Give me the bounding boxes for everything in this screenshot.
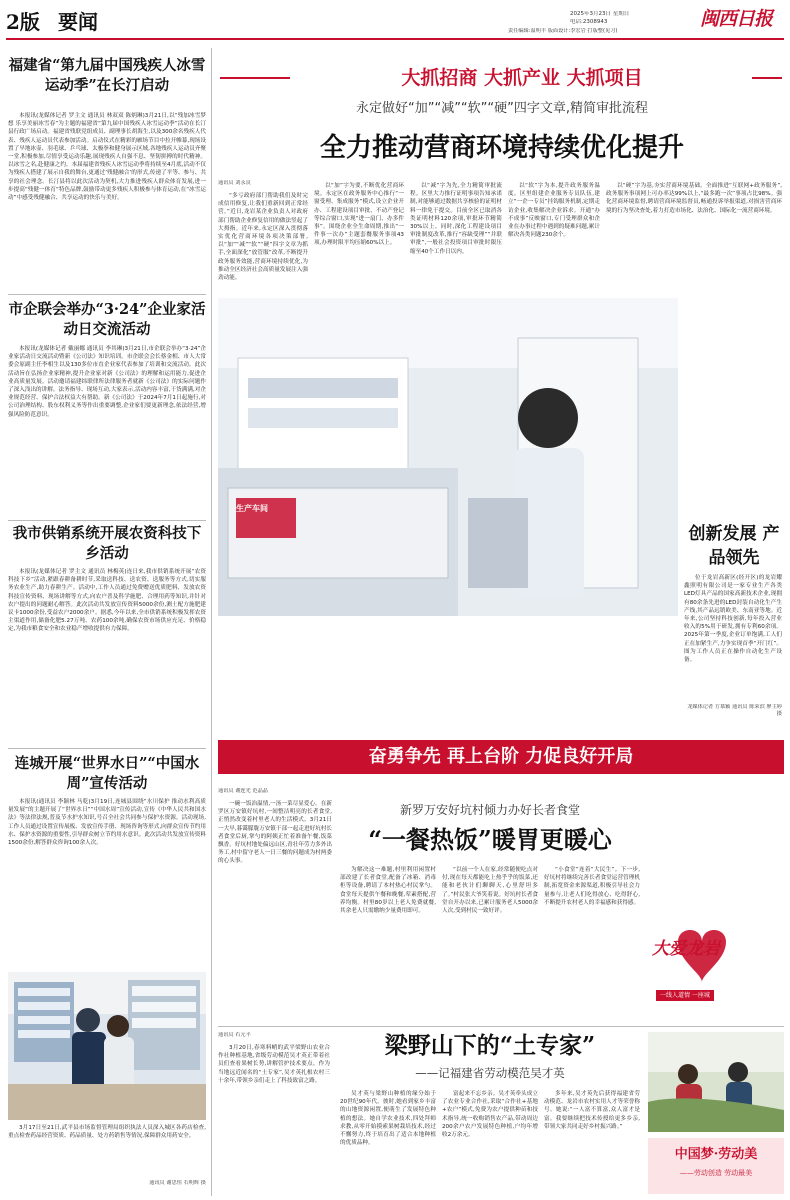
top-body-col4: 以“软”字为本,提升政务服务温度。区里组建企业服务专员队伍,建立“一企一专员”挂钩服务机制,定期走访企业,收集解决企业诉求。开通“办不成事”反映窗口,专门受理群众和企业在办事过程中遇到的疑难问题,累计解决各类问题230余个。 <box>508 183 600 239</box>
factory-photo-label: 生产车间 <box>236 504 268 513</box>
feature-credit: 龙媒体记者 方慕颖 通讯员 陈荣滨 廖主婷 摄 <box>687 704 782 717</box>
top-body-col1: “多亏政府部门帮助我们及时完成信用修复,让我们重新回到正常经营。”近日,龙岩某企业负责人对政府部门帮助企业修复信用的做法竖起了大拇指。近年来,永定区深入贯彻落实优化营商环境各项决策部署,以“加”“减”“软”“硬”四字文章为抓手,全面深化“放管服”改革,不断提升政务服务效能,营商环境持续优化,为推动全区经济社会高质量发展注入强劲动能。 <box>218 193 308 282</box>
top-banner-text: 大抓招商 大抓产业 大抓项目 <box>401 67 643 89</box>
a4-title-text: 连城开展“世界水日”“中国水周”宣传活动 <box>14 755 200 792</box>
a1-title-text: 福建省“第九届中国残疾人冰雪运动季”在长汀启动 <box>8 57 206 94</box>
top-banner-rule-right <box>752 77 782 79</box>
header-rule <box>6 38 784 40</box>
top-title: 全力推动营商环境持续优化提升 <box>319 133 684 163</box>
mid-body-col2: 为解决这一难题,村里利用闲置村部改建了长者食堂,配备了冰箱、消毒柜等设备,聘请了本村热心村民掌勺。食堂每天提供午餐和晚餐,荤素搭配,营养均衡。村里80岁以上老人免费就餐,其余老人只需缴纳少量费用即可。 <box>340 867 436 915</box>
pharmacy-photo-illustration <box>8 972 206 1120</box>
bottom-title: 梁野山下的“土专家” <box>384 1032 596 1059</box>
top-banner <box>298 62 746 94</box>
section-name: 要闻 <box>58 10 98 34</box>
bottom-body-col1: 3月20日,春寒料峭的武平梁野山农业合作社种植基地,省级劳动模范吴才英正带着社员们查看果树长势,讲解管护技术要点。作为当地远近闻名的“土专家”,吴才英扎根农村三十余年,带领乡亲们走上了科技致富之路。 <box>218 1045 330 1084</box>
dream-sub: ——劳动创造 劳动最美 <box>679 1169 753 1177</box>
a4-body: 本报讯(通讯员 李颖林 马乾)3月19日,连城县围绕“水川保护 推动水利高质量发展”的主题开展了“世界水日”“中国水周”宣传活动,宣传《中华人民共和国水法》等法律法规,普及节水护水知识,号召全社会共同参与保护水资源。活动现场,工作人员通过设置宣传展板、发放宣传手册、现场咨询等形式,向群众宣传节约用水、保护水资源的重要性,引导群众树立节约用水意识。此次活动共发放宣传资料1500余份,解答群众咨询100余人次。 <box>8 799 206 847</box>
masthead-logo: 闽西日报 <box>700 8 773 30</box>
feature-title <box>684 522 784 570</box>
mid-title: “一餐热饭”暖胃更暖心 <box>368 825 612 854</box>
top-body-col5: 以“硬”字为基,夯实营商环境基础。全面推进“互联网+政务服务”,政务服务事项网上可办率达99%以上,“最多跑一次”事项占比98%。强化营商环境监督,聘请营商环境监督员,畅通投诉举报渠道,对损害营商环境的行为坚决查处,着力打造市场化、法治化、国际化一流营商环境。 <box>606 183 782 214</box>
phone: 电话:2308943 <box>570 19 608 25</box>
a3-title <box>8 524 206 564</box>
bottom-body-col2: 吴才英与梁野山种植的缘分始于20世纪90年代。彼时,她看到家乡丰富的山地资源闲置,便萌生了发展特色种植的想法。她自学农业技术,四处拜师求教,从零开始摸索果树栽培技术,经过不懈努力,终于培育出了适合本地种植的优质品种。 <box>340 1091 436 1147</box>
mid-subtitle: 新罗万安好坑村倾力办好长者食堂 <box>399 803 580 817</box>
badge-title: 大爱龙岩 <box>652 939 720 959</box>
banner-2 <box>218 740 784 774</box>
issue-date: 2025年3月23日 星期日 <box>570 11 630 17</box>
divider <box>8 520 206 521</box>
a2-body: 本报讯(龙媒体记者 戴丽娜 通讯员 李其琳)3月21日,市企联会举办“3·24”企业家活动日交流活动暨新《公司法》知识培训。市企联会会长蔡金相、市人大常委会原副主任李相生以及130多位市直企业家代表参加了培训和交流活动。此次活动旨在弘扬企业家精神,提升企业家对新《公司法》的理解和运用能力,促进企业高质量发展。活动邀请福建纬联律所法律服务者就新《公司法》的实际问题作了深入浅出的讲解。法务指导、现场互动,大家表示,活动内容丰富,干货满满,对企业规范经营、保护合法权益大有帮助。新《公司法》于2024年7月1日起施行,对公司治理结构、股东权利义务等作出重要调整,企业家们要更新理念,依法经营,增强风险防范意识。 <box>8 346 206 418</box>
top-banner-rule-left <box>220 77 290 79</box>
feature-title-text: 创新发展 产品领先 <box>688 524 780 568</box>
dream-title: 中国梦·劳动美 <box>674 1147 758 1162</box>
da-ai-longyan-badge <box>648 920 784 1012</box>
bottom-byline: 通讯员 石元平 <box>218 1032 251 1038</box>
a1-body: 本报讯(龙媒体记者 罗主文 通讯员 林双双 陈炳琳)3月21日,以“残加冰雪梦想 乐享美丽冰雪春”为主题的福建省“第九届中国残疾人冰雪运动季”活动在长汀县行政广场启动。福建省残联党组成员、副理事长胡海生,以及300余名残疾人代表、残疾人运动员代表参加活动。启动仪式在精彩的雁场节目中拉开帷幕,现场设置了旱地冰壶、羽毛球、乒乓球、太极拳和健身展示区域,各地残疾人运动员齐聚一堂,积极参加,尽情享受运动乐趣,展现残疾人自强不息、坚韧拼搏的时代精神。以冰雪之名,赴健康之约。本届福建省残疾人冰雪运动季将持续至4月底,活动不仅为残疾人搭建了展示自我的舞台,更通过‘残健融合’的形式,传递了平等、参与、共享的社会理念。长汀县将以此次活动为契机,大力推进残疾人群众体育发展,进一步提高“残健一体育”特色品牌,鼓励带动更多残疾人积极参与体育运动,在“冰雪运动”中感受残健融合、共享运动的快乐与美好。 <box>8 113 206 202</box>
divider <box>8 294 206 295</box>
factory-photo-illustration <box>218 298 678 616</box>
a3-title-text: 我市供销系统开展农资科技下乡活动 <box>12 525 202 562</box>
page-header <box>0 0 790 42</box>
top-body-col3: 以“减”字为先,全力精简审批流程。区里大力推行证明事项告知承诺制,对能够通过数据共享核验的证明材料一律免于提交。目前全区已取消各类证明材料120余项,审批环节精简30%以上。同时,深化工程建设项目审批制度改革,推行“容缺受理”“并联审批”,一般社会投资项目审批时限压缩至40个工作日以内。 <box>410 183 502 255</box>
farmer-photo <box>648 1032 784 1132</box>
farmer-photo-illustration <box>648 1032 784 1132</box>
divider <box>218 1026 784 1027</box>
dream-banner <box>648 1138 784 1194</box>
a2-title <box>8 300 206 340</box>
top-subtitle: 永定做好“加”“减”“软”“硬”四字文章,精简审批流程 <box>355 101 648 116</box>
badge-sub: 一线人道情 一座城 <box>656 990 714 1001</box>
a1-title <box>8 56 206 96</box>
divider <box>8 748 206 749</box>
pharmacy-photo-caption: 3月17日至21日,武平县市场监督管理局组织执法人员深入城区各药店检查,重点检查药品经营资质、药品质量、处方药销售等情况,保障群众用药安全。 <box>8 1125 206 1140</box>
a2-title-text: 市企联会举办“3·24”企业家活动日交流活动 <box>8 301 206 338</box>
pharmacy-inspection-photo <box>8 972 206 1120</box>
left-column-divider <box>211 48 212 1196</box>
banner-2-text: 奋勇争先 再上台阶 力促良好开局 <box>368 746 634 767</box>
mid-body-col1: 一碗一饭治温情,一汤一菜尽显爱心。在新罗区万安镇好坑村,一间整洁明亮的长者食堂,正悄然改变着村里老人的生活模式。3月21日一大早,暮霭朦胧万安镇干部一起走进好坑村长者食堂后厨,掌勺的阿姨正忙着准备午餐,饭菜飘香。好坑村地处偏远山区,青壮年劳力多外出务工,村中留守老人一日三餐的问题成为村两委的心头事。 <box>218 801 332 865</box>
page-number: 2版 <box>6 10 40 34</box>
top-byline: 通讯员 刘永良 <box>218 180 251 186</box>
mid-byline: 通讯员 谢连光 范晶晶 <box>218 788 268 794</box>
mid-body-col3: “以前一个人在家,经常随便吃点对付,现在每天都能吃上热乎乎的饭菜,还能和老伙计们聊聊天,心里舒坦多了。”村民张大爷笑着说。好坑村长者食堂自开办以来,已累计服务老人5000余人次,受到村民一致好评。 <box>442 867 538 915</box>
mid-body-col4: “小食堂”连着“大民生”。下一步,好坑村将继续完善长者食堂运营管理机制,拓宽资金来源渠道,积极引导社会力量参与,让老人们吃得放心、吃得舒心,不断提升农村老人的幸福感和获得感。 <box>544 867 640 906</box>
top-body-col2: 以“加”字为要,不断优化营商环境。永定区在政务服务中心推行“一窗受理、集成服务”模式,设立企业开办、工程建设项目审批、不动产登记等综合窗口,实现“进一扇门、办多件事”。围绕企业全生命周期,推出“一件事一次办”主题套餐服务事项43项,办理时限平均压缩60%以上。 <box>314 183 404 247</box>
a4-title <box>8 754 206 794</box>
bottom-subtitle: ——记福建省劳动模范吴才英 <box>415 1066 565 1080</box>
editor-line: 责任编辑:温明丰 版面设计:李宏岩 打版整(见习) <box>508 28 618 34</box>
factory-photo <box>218 298 678 616</box>
a3-body: 本报讯(龙媒体记者 罗主文 通讯员 林梅英)连日来,我市供销系统开展“农资科技下乡”活动,紧跟春耕备耕时节,采取送科技、送农资、送服务等方式,切实服务农业生产,助力春耕生产。活动中,工作人员通过免费赠送优质肥料、发放农资科技宣传资料、现场讲解等方式,向农户普及科学施肥、合理用药等知识,并针对农户提出的问题耐心解答。此次活动共发放宣传资料5000余份,测土配方施肥建议卡1000余份,受益农户2000余户。据悉,今年以来,全市供销系统积极发挥农资主渠道作用,储备化肥5.27万吨、农药100余吨,确保农资市场供应充足、价格稳定,为我市粮食安全和农业稳产增收提供有力保障。 <box>8 569 206 633</box>
bottom-body-col3: 富起来不忘乡亲。吴才英牵头成立了农业专业合作社,采取“合作社+基地+农户”模式,免费为农户提供种苗和技术指导,统一收购销售农产品,带动周边200余户农户发展特色种植,户均年增收2万余元。 <box>442 1091 538 1139</box>
feature-body: 位于龙岩高新区(经开区)的龙岩耀鑫照明有限公司是一家专业生产各类LED灯具产品的国家高新技术企业,现拥有80余条先进的LED封装自动化生产生产线,其产品远销欧美、东南亚等地。近年来,公司坚持科技创新,每年投入营业收入的5%用于研发,拥有专利60余项。2025年第一季度,企业订单饱满,工人们正在加紧生产,力争实现首季“开门红”。图为工作人员正在操作自动化生产设备。 <box>684 575 782 664</box>
bottom-body-col4: 多年来,吴才英先后获得福建省劳动模范、龙岩市农村实用人才等荣誉称号。她说:“一人富不算富,众人富才是富。我要继续把技术传授给更多乡亲,带领大家共同走好乡村振兴路。” <box>544 1091 640 1130</box>
pharmacy-photo-credit: 通讯员 谢思恒 石明辉 摄 <box>149 1180 206 1186</box>
